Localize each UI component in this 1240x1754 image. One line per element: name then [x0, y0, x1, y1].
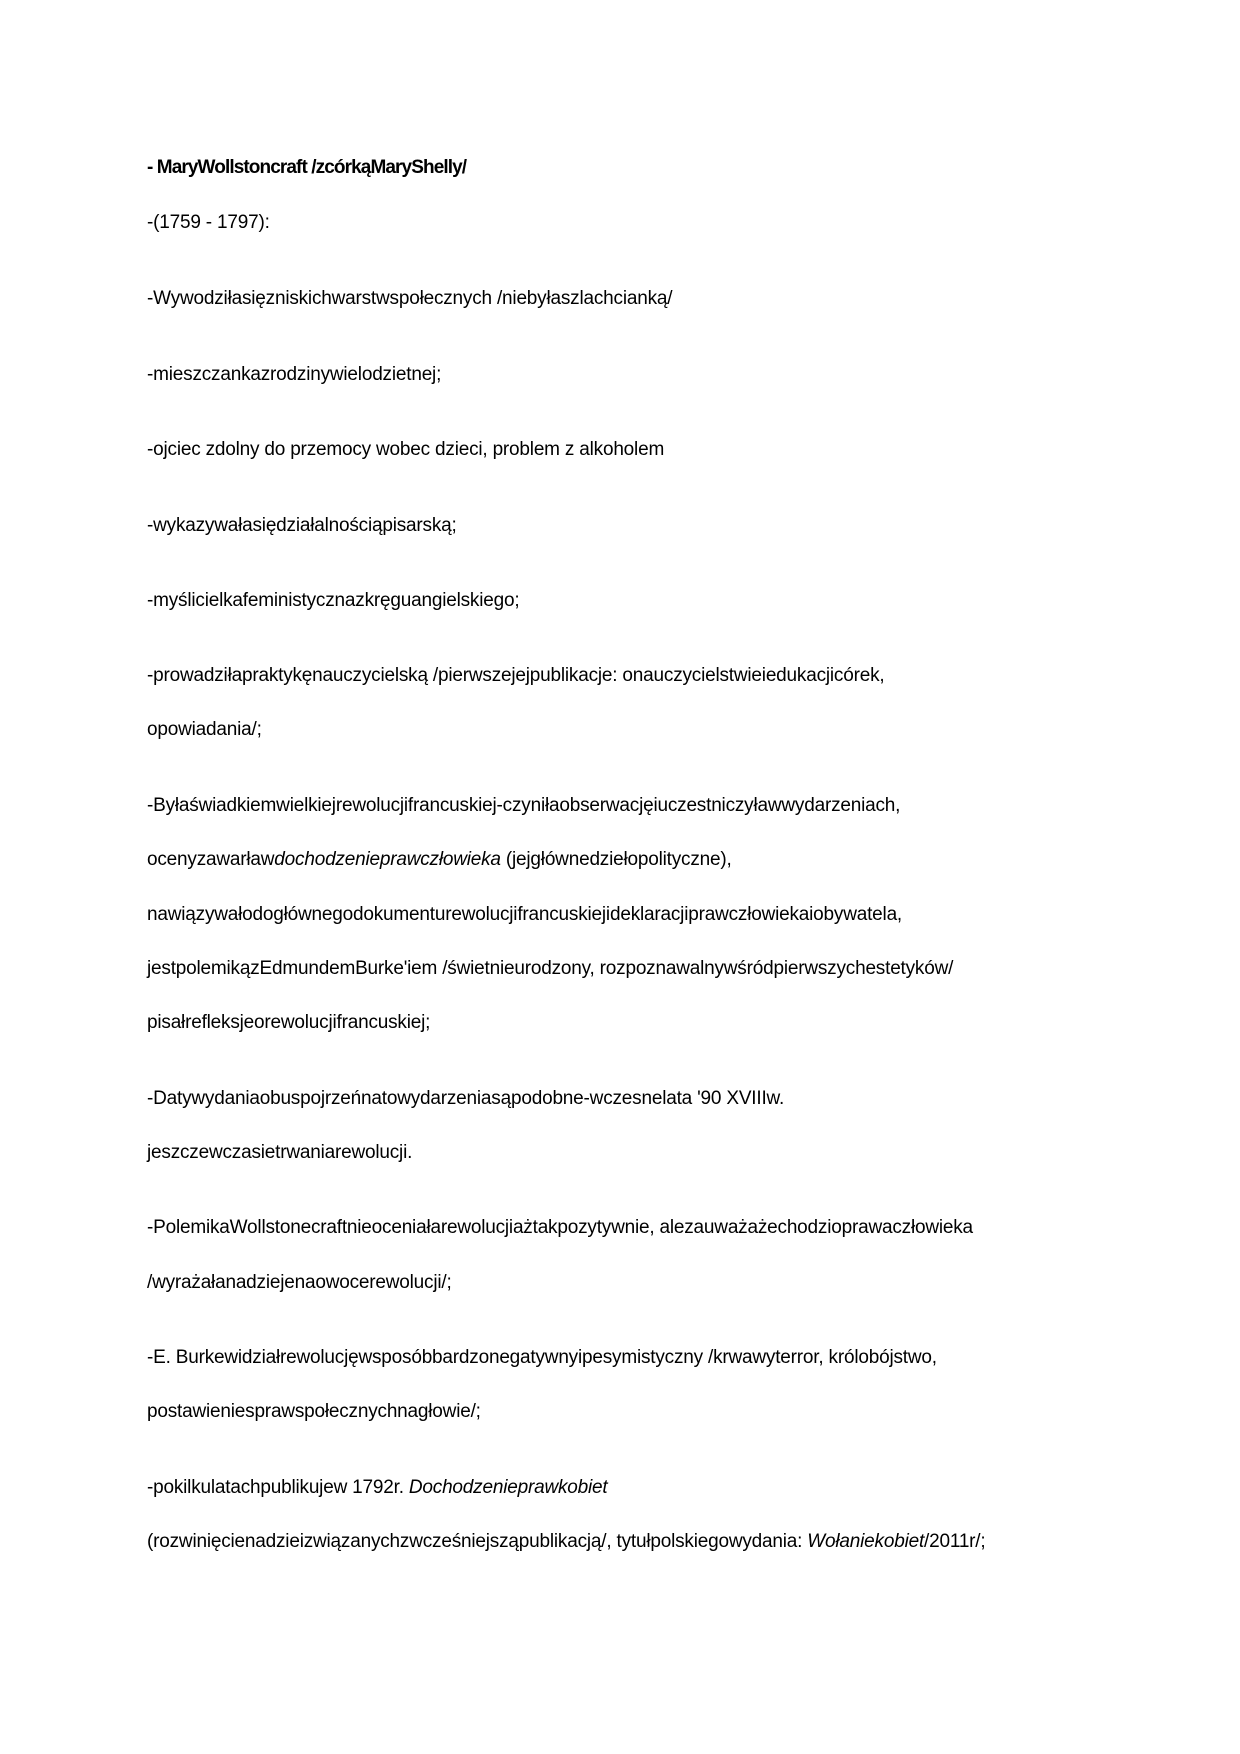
line-text: - MaryWollstoncraft /zcórkąMaryShelly/: [147, 157, 467, 178]
text-line: [147, 589, 519, 613]
text-line: [147, 1141, 412, 1165]
text-line: [147, 363, 441, 387]
text-line: [147, 848, 732, 872]
text-line: [147, 664, 884, 688]
text-line: [147, 287, 672, 311]
italic-title: Dochodzenieprawkobiet: [408, 1477, 608, 1498]
text-line: [147, 438, 664, 462]
line-text: /wyrażałanadziejenaowocerewolucji/;: [147, 1272, 452, 1293]
document-title-line: [147, 156, 466, 180]
text-line-dates: [147, 211, 270, 235]
text-line: [147, 718, 262, 742]
text-line: [147, 1087, 784, 1111]
text-line: [147, 1476, 607, 1500]
text-line: [147, 514, 457, 538]
line-text: -Byłaświadkiemwielkiejrewolucjifrancuskiej-czyniłaobserwacjęiuczestniczyławwydarzeniach,: [147, 795, 901, 816]
text-line: [147, 957, 953, 981]
text-line: [147, 1346, 937, 1370]
line-text: -wykazywałasiędziałalnościąpisarską;: [147, 515, 457, 536]
line-text: /2011r/;: [924, 1531, 986, 1552]
italic-title: Wołaniekobiet: [807, 1531, 925, 1552]
line-text: -(1759 - 1797):: [147, 212, 270, 233]
line-text: opowiadania/;: [147, 719, 262, 740]
line-text: -pokilkulatachpublikujew 1792r.: [147, 1477, 409, 1498]
line-text: postawieniesprawspołecznychnagłowie/;: [147, 1401, 481, 1422]
line-text: ocenyzawarław: [147, 849, 275, 870]
text-line: [147, 903, 902, 927]
line-text: -PolemikaWollstonecraftnieoceniałarewolucjiażtakpozytywnie, alezauważażechodzioprawaczłowieka: [147, 1217, 973, 1238]
text-line: [147, 1530, 985, 1554]
text-line: [147, 1271, 452, 1295]
line-text: nawiązywałodogłównegodokumenturewolucjifrancuskiejideklaracjiprawczłowiekaiobywatela,: [147, 904, 903, 925]
line-text: pisałrefleksjeorewolucjifrancuskiej;: [147, 1012, 431, 1033]
text-line: [147, 1011, 430, 1035]
line-text: -prowadziłapraktykęnauczycielską /pierwszejejpublikacje: onauczycielstwieiedukacjicórek,: [147, 665, 885, 686]
line-text: -mieszczankazrodzinywielodzietnej;: [147, 364, 442, 385]
line-text: -Datywydaniaobuspojrzeńnatowydarzeniasąpodobne-wczesnelata '90 XVIIIw.: [147, 1088, 785, 1109]
line-text: -E. Burkewidziałrewolucjęwsposóbbardzonegatywnyipesymistyczny /krwawyterror, królobójstwo,: [147, 1347, 937, 1368]
line-text: jestpolemikązEdmundemBurke'iem /świetnieurodzony, rozpoznawalnywśródpierwszychestetyków/: [147, 958, 954, 979]
text-line: [147, 1400, 481, 1424]
line-text: -Wywodziłasięzniskichwarstwspołecznych /niebyłaszlachcianką/: [147, 288, 673, 309]
line-text: -myślicielkafeministycznazkręguangielskiego;: [147, 590, 520, 611]
text-line: [147, 794, 900, 818]
line-text: -ojciec zdolny do przemocy wobec dzieci, problem z alkoholem: [147, 439, 665, 460]
text-line: [147, 1216, 973, 1240]
line-text: jeszczewczasietrwaniarewolucji.: [147, 1142, 413, 1163]
line-text: (jejgłównedziełopolityczne),: [500, 849, 732, 870]
italic-title: dochodzenieprawczłowieka: [274, 849, 501, 870]
line-text: (rozwinięcienadzieizwiązanychzwcześniejsząpublikacją/, tytułpolskiegowydania:: [147, 1531, 808, 1552]
